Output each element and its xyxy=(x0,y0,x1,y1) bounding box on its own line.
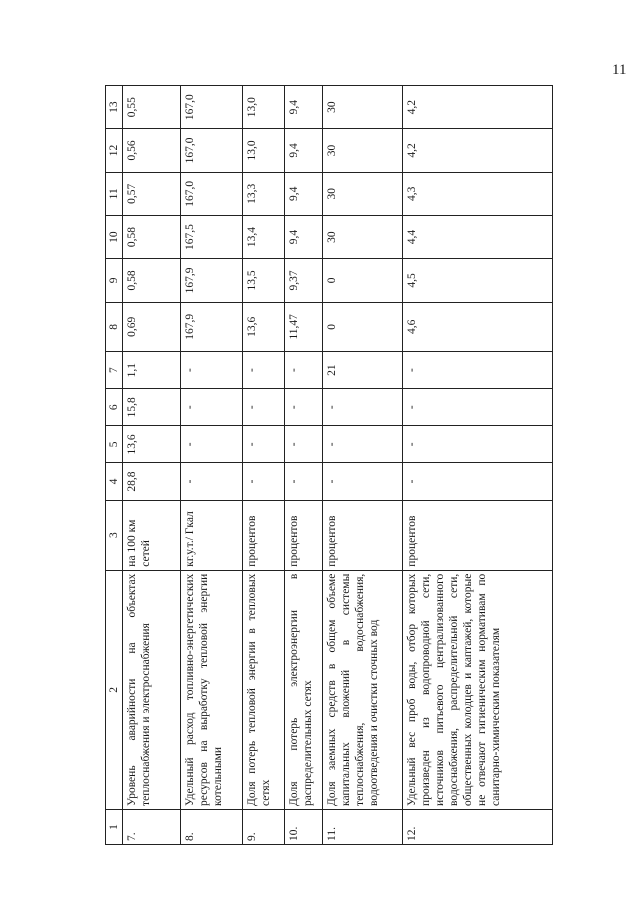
indicator-name: Удельный расход топливно-энергетических ресурсов на выработку тепловой энергии котельными xyxy=(181,570,243,809)
row-number: 11. xyxy=(323,809,403,844)
value-cell: - xyxy=(403,463,553,500)
value-cell: - xyxy=(181,389,243,426)
value-cell: 15,8 xyxy=(123,389,181,426)
value-cell: - xyxy=(285,352,323,389)
col-header: 1 xyxy=(106,809,123,844)
value-cell: 4,4 xyxy=(403,215,553,258)
value-cell: 0,56 xyxy=(123,129,181,172)
value-cell: - xyxy=(323,463,403,500)
value-cell: 9,4 xyxy=(285,86,323,129)
col-header: 5 xyxy=(106,426,123,463)
value-cell: 9,4 xyxy=(285,215,323,258)
value-cell: - xyxy=(181,426,243,463)
value-cell: 13,6 xyxy=(123,426,181,463)
value-cell: 21 xyxy=(323,352,403,389)
col-header: 8 xyxy=(106,302,123,352)
value-cell: 30 xyxy=(323,215,403,258)
value-cell: 30 xyxy=(323,129,403,172)
value-cell: 28,8 xyxy=(123,463,181,500)
col-header: 13 xyxy=(106,86,123,129)
value-cell: 4,5 xyxy=(403,259,553,302)
value-cell: 30 xyxy=(323,86,403,129)
header-row xyxy=(106,86,123,845)
unit-cell: процентов xyxy=(243,500,285,570)
col-header: 7 xyxy=(106,352,123,389)
table-row xyxy=(181,86,243,845)
rotated-table xyxy=(105,85,555,845)
row-number: 10. xyxy=(285,809,323,844)
value-cell: 167,0 xyxy=(181,86,243,129)
value-cell: - xyxy=(243,389,285,426)
value-cell: 30 xyxy=(323,172,403,215)
value-cell: 0,69 xyxy=(123,302,181,352)
row-number: 7. xyxy=(123,809,181,844)
value-cell: 167,0 xyxy=(181,129,243,172)
col-header: 10 xyxy=(106,215,123,258)
col-header: 4 xyxy=(106,463,123,500)
value-cell: - xyxy=(403,352,553,389)
value-cell: 13,6 xyxy=(243,302,285,352)
indicator-name: Доля заемных средств в общем объеме капитальных вложений в системы теплоснабжения, водоснабжения, водоотведения и очистки сточных вод xyxy=(323,570,403,809)
row-number: 12. xyxy=(403,809,553,844)
table-row xyxy=(123,86,181,845)
row-number: 8. xyxy=(181,809,243,844)
value-cell: - xyxy=(285,389,323,426)
table-row xyxy=(403,86,553,845)
value-cell: - xyxy=(323,389,403,426)
value-cell: - xyxy=(403,426,553,463)
value-cell: 9,37 xyxy=(285,259,323,302)
indicators-table xyxy=(105,85,553,845)
value-cell: 9,4 xyxy=(285,129,323,172)
unit-cell: процентов xyxy=(403,500,553,570)
value-cell: - xyxy=(323,426,403,463)
value-cell: 167,0 xyxy=(181,172,243,215)
unit-cell: на 100 км сетей xyxy=(123,500,181,570)
col-header: 2 xyxy=(106,570,123,809)
col-header: 3 xyxy=(106,500,123,570)
value-cell: - xyxy=(243,463,285,500)
indicator-name: Удельный вес проб воды, отбор которых произведен из водопроводной сети, источников питьевого централизованного водоснабжения, распределительной сети, общественных колодцев и каптажей, которые не отвечают гигиеническим нормативам по санитарно-химическим показателям xyxy=(403,570,553,809)
value-cell: - xyxy=(181,463,243,500)
value-cell: 11,47 xyxy=(285,302,323,352)
value-cell: 13,5 xyxy=(243,259,285,302)
col-header: 9 xyxy=(106,259,123,302)
row-number: 9. xyxy=(243,809,285,844)
table-row xyxy=(323,86,403,845)
value-cell: 0 xyxy=(323,259,403,302)
value-cell: 0,58 xyxy=(123,215,181,258)
value-cell: - xyxy=(243,352,285,389)
value-cell: 167,9 xyxy=(181,302,243,352)
value-cell: 4,2 xyxy=(403,129,553,172)
value-cell: 1,1 xyxy=(123,352,181,389)
value-cell: 13,0 xyxy=(243,86,285,129)
unit-cell: процентов xyxy=(285,500,323,570)
value-cell: 13,4 xyxy=(243,215,285,258)
value-cell: - xyxy=(243,426,285,463)
value-cell: 4,6 xyxy=(403,302,553,352)
value-cell: 9,4 xyxy=(285,172,323,215)
value-cell: 0 xyxy=(323,302,403,352)
value-cell: 0,55 xyxy=(123,86,181,129)
indicator-name: Доля потерь тепловой энергии в тепловых сетях xyxy=(243,570,285,809)
table-row xyxy=(243,86,285,845)
value-cell: 167,5 xyxy=(181,215,243,258)
unit-cell: кг.у.т./ Гкал xyxy=(181,500,243,570)
value-cell: 0,57 xyxy=(123,172,181,215)
value-cell: 4,3 xyxy=(403,172,553,215)
value-cell: 13,0 xyxy=(243,129,285,172)
page-number: 11 xyxy=(612,62,627,78)
value-cell: - xyxy=(181,352,243,389)
col-header: 6 xyxy=(106,389,123,426)
value-cell: 4,2 xyxy=(403,86,553,129)
indicator-name: Доля потерь электроэнергии в распределительных сетях xyxy=(285,570,323,809)
indicator-name: Уровень аварийности на объектах теплоснабжения и электроснабжения xyxy=(123,570,181,809)
value-cell: - xyxy=(285,426,323,463)
col-header: 11 xyxy=(106,172,123,215)
col-header: 12 xyxy=(106,129,123,172)
value-cell: - xyxy=(285,463,323,500)
value-cell: 13,3 xyxy=(243,172,285,215)
unit-cell: процентов xyxy=(323,500,403,570)
table-row xyxy=(285,86,323,845)
value-cell: - xyxy=(403,389,553,426)
value-cell: 0,58 xyxy=(123,259,181,302)
value-cell: 167,9 xyxy=(181,259,243,302)
